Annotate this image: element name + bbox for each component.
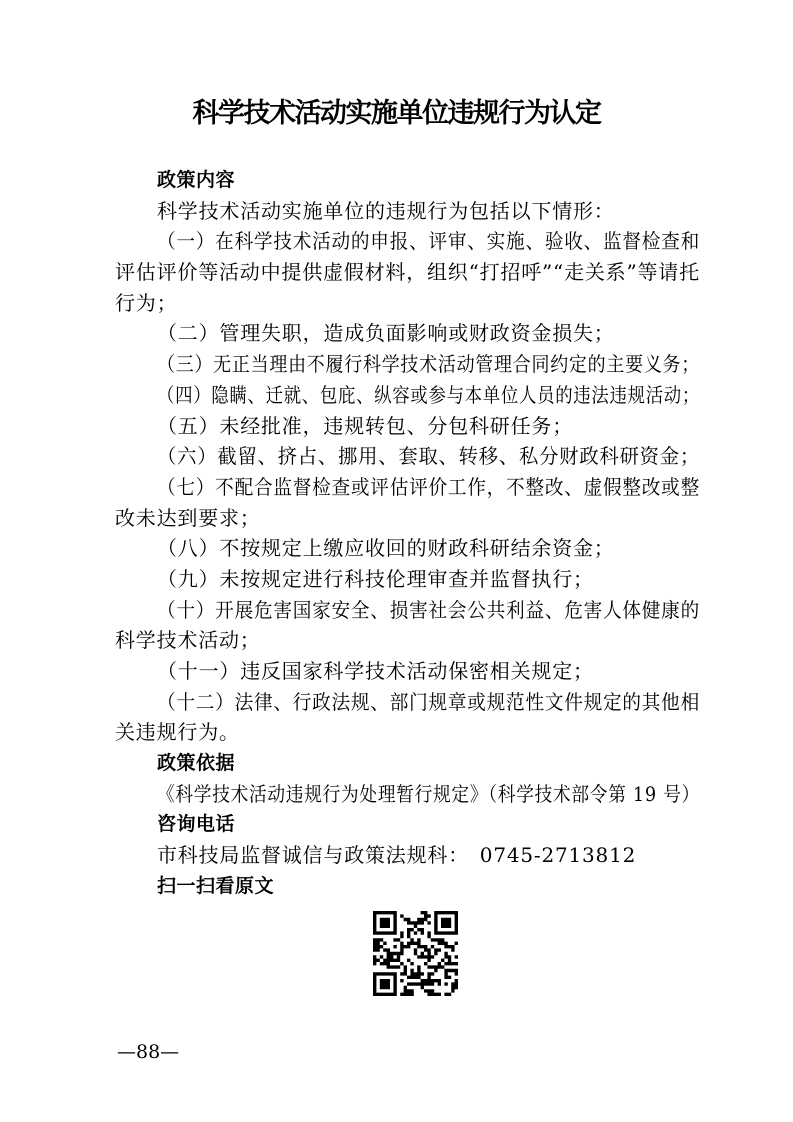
- paragraph: [115, 840, 700, 871]
- section-heading: 咨询电话: [157, 813, 236, 836]
- paragraph-line: 关违规行为。: [115, 720, 240, 745]
- paragraph: [115, 318, 700, 349]
- paragraph-line: （七）不配合监督检查或评估评价工作，不整改、虚假整改或整: [157, 474, 700, 499]
- paragraph-line: 行为；: [115, 290, 178, 315]
- paragraph-line: （二）管理失职，造成负面影响或财政资金损失；: [157, 321, 615, 346]
- paragraph: [115, 533, 700, 564]
- paragraph: [115, 779, 700, 810]
- paragraph: [115, 196, 700, 227]
- paragraph-line: 市科技局监督诚信与政策法规科： 0745-2713812: [157, 843, 637, 868]
- paragraph-line: 科学技术活动实施单位的违规行为包括以下情形：: [157, 198, 615, 223]
- paragraph: [115, 226, 700, 318]
- paragraph: [115, 441, 700, 472]
- paragraph: [115, 595, 700, 656]
- paragraph-line: （八）不按规定上缴应收回的财政科研结余资金；: [157, 536, 615, 561]
- paragraph-line: （四）隐瞒、迁就、包庇、纵容或参与本单位人员的违法违规活动；: [157, 382, 701, 407]
- paragraph-line: 改未达到要求；: [115, 505, 261, 530]
- section: [115, 871, 700, 902]
- page-number: —88—: [117, 1041, 180, 1063]
- paragraph-line: （五）未经批准，违规转包、分包科研任务；: [157, 413, 573, 438]
- paragraph-line: （十）开展危害国家安全、损害社会公共利益、危害人体健康的: [157, 597, 700, 622]
- section: [115, 748, 700, 779]
- paragraph: [115, 411, 700, 442]
- section: [115, 165, 700, 196]
- paragraph: [115, 687, 700, 748]
- paragraph-line: （三）无正当理由不履行科学技术活动管理合同约定的主要义务；: [157, 352, 701, 377]
- paragraph-line: （十一）违反国家科学技术活动保密相关规定；: [157, 659, 594, 683]
- paragraph: [115, 380, 700, 411]
- document-body: [115, 165, 700, 996]
- section-heading: 政策内容: [157, 169, 236, 191]
- paragraph: [115, 656, 700, 687]
- paragraph-line: （一）在科学技术活动的申报、评审、实施、验收、监督检查和: [157, 229, 700, 254]
- section-heading: 政策依据: [157, 752, 236, 775]
- document-title: 科学技术活动实施单位违规行为认定: [192, 98, 601, 129]
- paragraph-line: （十二）法律、行政法规、部门规章或规范性文件规定的其他相: [157, 689, 700, 714]
- qr-code-image: [373, 911, 458, 996]
- paragraph-line: 科学技术活动；: [115, 628, 261, 653]
- paragraph: [115, 349, 700, 380]
- paragraph-line: （六）截留、挤占、挪用、套取、转移、私分财政科研资金；: [157, 444, 701, 469]
- section: [115, 809, 700, 840]
- paragraph: [115, 564, 700, 595]
- qr-code: [373, 911, 458, 996]
- section-heading: 扫一扫看原文: [157, 874, 275, 897]
- paragraph-line: （九）未按规定进行科技伦理审查并监督执行；: [157, 566, 594, 591]
- paragraph-line: 《科学技术活动违规行为处理暂行规定》（科学技术部令第 19 号）: [157, 781, 700, 806]
- paragraph-line: 评估评价等活动中提供虚假材料，组织“打招呼”“走关系”等请托: [115, 260, 700, 285]
- paragraph: [115, 472, 700, 533]
